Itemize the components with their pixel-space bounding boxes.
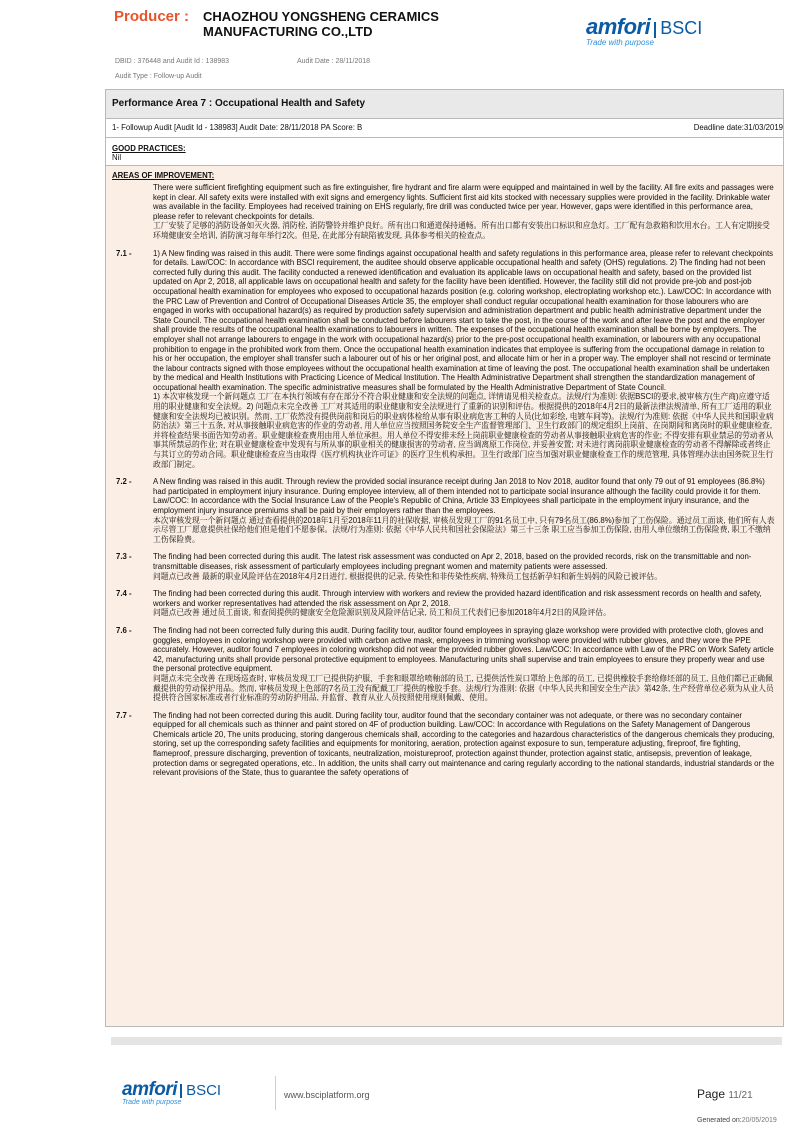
page-indicator (697, 1087, 753, 1101)
areas-of-improvement (106, 166, 783, 1026)
page-number: 11/21 (728, 1090, 753, 1101)
section-title: Performance Area 7 : Occupational Health and Safety (106, 90, 783, 119)
amfori-bsci-logo (586, 14, 702, 47)
finding-en: The finding had not been corrected during this audit. During facility tour, auditor found that the secondary container was not adequate, or there was no secondary container equipped for all chemicals such as thinner and paint stored on 4F of production building. Law/COC: In accordance with Regulations on the Safety Management of Dangerous Chemicals article 20, The units producing, storing dangerous chemicals shall, according to the categories and hazardous characteristics of the dangerous chemicals they producing, storing, set up the corresponding safety facilities and equipments for monitoring, aeration, protection against exposure to sun, temperature adjusting, fireproof, fire fighting, flameproof, pressure discharging, prevention of toxicants, neutralization, moistureproof, protection against thunder, protection against static, antisepsis, prevention of leakage, protection dams or segregated operations, etc.. In addition, the units shall carry out maintenance and caring regularly according to the national standards, industrial standards or the relevant provisions of the State, thus to guarantee the safety operations of (153, 710, 775, 778)
generated-date: 20/05/2019 (741, 1117, 777, 1124)
finding-text (153, 589, 783, 618)
finding-item (112, 589, 783, 618)
footer-logo-separator (180, 1084, 182, 1098)
finding-item (112, 711, 783, 778)
logo-program: BSCI (660, 18, 703, 38)
producer-name: CHAOZHOU YONGSHENG CERAMICS MANUFACTURING CO.,LTD (203, 9, 439, 39)
finding-text (153, 711, 783, 778)
good-practices-text: Nil (112, 153, 122, 162)
finding-zh: 问题点已改善 通过员工面谈, 和查阅提供的健康安全危险源识别及风险评估记录, 员工和员工代表们已参加2018年4月2日的风险评估。 (153, 608, 611, 618)
finding-item (112, 626, 783, 703)
page-label: Page (697, 1087, 726, 1101)
performance-area-section (105, 89, 784, 1027)
logo-separator (654, 22, 656, 38)
audit-summary-line (106, 119, 783, 138)
audit-date: Audit Date : 28/11/2018 (297, 58, 371, 65)
footer-logo-program: BSCI (186, 1082, 222, 1099)
finding-en: The finding had been corrected during this audit. The latest risk assessment was conducted on Apr 2, 2018, based on the provided records, risk on the transmittable and non-transmittable diseases, risk assessment of particularly employees including pregnant women and maternity patients were assessed. (153, 552, 752, 571)
finding-zh: 本次审核发现一个新问题点 通过查看提供的2018年1月至2018年11月的社保收据, 审核员发现工厂的91名员工中, 只有79名员工(86.8%)参加了工伤保险。通过员工面谈, 他们所有人表示尽管工厂愿意提供社保给他们但是他们不愿参保。法规/行为准则: 依据《中华人民共和国社会保险法》第三十三条 职工应当参加工伤保险, 由用人单位缴纳工伤保险费, 职工不缴纳工伤保险费。 (153, 515, 775, 544)
finding-zh: 问题点已改善 最新的职业风险评估在2018年4月2日进行, 根据提供的记录, 传染性和非传染性疾病, 特殊员工包括新孕妇和新生妈妈的风险已被评估。 (153, 571, 662, 581)
finding-zh: 1) 本次审核发现一个新问题点 工厂在本执行领域有存在部分不符合职业健康和安全法规的问题点, 详情请见相关检查点。法规/行为准则: 依据BSCI的要求,被审核方(生产商)应遵守适用的职业健康和安全法规。2) 问题点未完全改善 工厂对其适用的职业健康和安全法规进行了重新的识别和评估。根据提供的2018年4月2日的最新法律法规清单, 所有工厂适用的职业健康和安全法规均已被识别。然而, 工厂依然没有提供岗前和岗后的职业病体检给从事有职业病危害工种的人员(比如彩绘, 电镀车间等)。法规/行为准则: 依据《中华人民共和国职业病防治法》第三十五条, 对从事接触职业病危害的作业的劳动者, 用人单位应当按照国务院安全生产监督管理部门、卫生行政部门的规定组织上岗前、在岗期间和离岗时的职业健康检查, 并将检查结果书面告知劳动者。职业健康检查费用由用人单位承担。用人单位不得安排未经上岗前职业健康检查的劳动者从事接触职业病危害的作业; 不得安排有职业禁忌的劳动者从事其所禁忌的作业; 对在职业健康检查中发现有与所从事的职业相关的健康损害的劳动者, 应当调离原工作岗位, 并妥善安置; 对未进行离岗前职业健康检查的劳动者不得解除或者终止与其订立的劳动合同。职业健康检查应当由取得《医疗机构执业许可证》的医疗卫生机构承担。卫生行政部门应当加强对职业健康检查工作的规范管理, 具体管理办法由国务院卫生行政部门制定。 (153, 392, 774, 469)
audit-summary: 1- Followup Audit [Audit Id - 138983] Audit Date: 28/11/2018 PA Score: B (112, 123, 363, 132)
dbid-line: DBID : 376448 and Audit Id : 138983 (115, 58, 230, 65)
footer-logo-brand: amfori (122, 1079, 178, 1100)
finding-number: 7.2 - (116, 477, 132, 487)
aoi-intro-zh: 工厂安装了足够的消防设备如灭火器, 消防栓, 消防警铃并维护良好。所有出口和通道保持通畅。所有出口都有安装出口标识和应急灯。工厂配有急救箱和饮用水台。工人有定期接受环境健康安全培训, 消防演习每年举行2次。但是, 在此部分有缺陷被发现, 具体参考相关的检查点。 (153, 221, 770, 240)
finding-zh: 问题点未完全改善 在现场巡查时, 审核员发现工厂已提供防护服、手套和眼罩给喷釉部的员工, 已提供活性炭口罩给上色部的员工, 已提供橡胶手套给修坯部的员工, 且他们都已正确佩戴提供的劳动保护用品。然而, 审核员发现上色部的7名员工没有配戴工厂提供的橡胶手套。法规/行为准则: 依据《中华人民共和国安全生产法》第42条, 生产经营单位必须为从业人员提供符合国家标准或者行业标准的劳动防护用品, 并监督、教育从业人员按照使用规则佩戴、使用。 (153, 673, 774, 703)
logo-brand: amfori (586, 14, 651, 39)
finding-item (112, 552, 783, 581)
aoi-title: AREAS OF IMPROVEMENT: (112, 171, 215, 180)
footer-url[interactable]: www.bsciplatform.org (284, 1090, 370, 1100)
good-practices-title: GOOD PRACTICES: (112, 144, 186, 153)
finding-number: 7.3 - (116, 552, 132, 562)
footer-logo-tagline: Trade with purpose (122, 1099, 182, 1106)
finding-en: The finding had not been corrected fully during this audit. During facility tour, auditor found employees in spraying glaze workshop were provided with protective cloth, gloves and goggles, employees in coloring workshop were provided with carbon active mask, employees in trimming workshop were provided with rubber gloves, and they wore the PPE accurately. However, auditor found 7 employees in coloring workshop did not wear the provided rubber gloves. Law/COC: In accordance with Law of the PRC on Work Safety article 42, manufacturing units shall provide personal protective equipment to employees. Manufacturing units shall supervise and train employees to ensure they properly wear and use the personal protective equipment. (153, 625, 774, 674)
finding-number: 7.1 - (116, 248, 132, 258)
audit-type: Audit Type : Follow-up Audit (115, 73, 202, 80)
horizontal-scrollbar[interactable] (111, 1037, 782, 1045)
finding-number: 7.4 - (116, 589, 132, 599)
finding-text (153, 477, 783, 544)
finding-item (112, 477, 783, 544)
finding-text (153, 626, 783, 703)
finding-en: 1) A New finding was raised in this audit. There were some findings against occupational health and safety regulations in this performance area, please refer to relevant checkpoints for details. Law/COC: In accordance with BSCI requirement, the auditee should observe applicable occupational health and safety (OHS) regulations. 2) The finding had not been corrected fully during this audit. The facility conducted a renewed identification and evaluation its applicable laws on occupational health and safety, based on the provided list updated on Apr 2, 2018, all applicable laws on occupational health and safety for the facility have been identified. However, the facility still did not provide pre-job and post-job occupational health examination for employees who exposed to occupational hazards position (e.g. coloring workshop, electroplating workshop etc.). Law/COC: In accordance with the PRC Law of Prevention and Control of Occupational Diseases Article 35, the employer shall conduct regular occupational health examination for those labourers who are engaged in works with occupational hazard(s) as required by production safety supervision and administration department and public health administrative department under the State Council. The occupational health examination shall be conducted before labourers start to take the post, in the course of the work and after leave the post and the employer shall provide the results of the occupational health examinations to labourers in written. The expenses of the occupational health examination shall be borne by employers. The employer shall not arrange labourers to engage in the work with occupational hazard(s) prior to the pre-post occupational health examination, or labourers with any occupational prohibition to engage in the prohibited work from them. Once the occupational health examination indicates that employee is suffering from the occupational damage in relation to his or her occupation, the employer shall transfer such a labourer out of his or her original post, and allocate him or her in a proper way. The employer shall not rescind or terminate the labour contracts signed with those employees without the occupational health examination at time of leaving the post. The occupational health examination shall be undertaken by the medical and Health Institutions with Practicing Licence of Medical Institution. The Health Administrative Department shall strengthen the standardization management of occupational health examination. The specific administrative measures shall be formulated by the Health Administrative Department of State Council. (153, 248, 774, 392)
generated-label: Generated on: (697, 1117, 742, 1124)
producer-label: Producer : (114, 8, 190, 25)
deadline-date: Deadline date:31/03/2019 (693, 123, 783, 132)
page-header (0, 0, 800, 88)
footer-amfori-bsci-logo (122, 1079, 221, 1106)
logo-tagline: Trade with purpose (586, 38, 654, 47)
good-practices-box (106, 138, 783, 166)
generated-on (697, 1117, 777, 1124)
aoi-intro-en: There were sufficient firefighting equipment such as fire extinguisher, fire hydrant and fire alarm were equipped and maintained in well by the facility. All fire exits and passages were kept in clear. All safety exits were installed with exit signs and emergency lights. Sufficient first aid kits stocked with necessary supplies were provided in the facility. Drinkable water was available in the facility. Employees had received training on EHS regularly, fire drill was conducted twice per year. However, gaps were identified in this performance area, please refer to relevant checkpoints for details. (153, 183, 774, 221)
finding-number: 7.7 - (116, 710, 132, 720)
finding-en: A New finding was raised in this audit. Through review the provided social insurance receipt during Jan 2018 to Nov 2018, auditor found that only 79 out of 91 employees (86.8%) had participated in employment injury insurance. During employee interview, all of them intended not to participate social insurance although the facility could provide it for them. Law/COC: In accordance with the Social Insurance Law of the People's Republic of China, Article 33 Employees shall participate in the employment injury insurance, and the employment injury insurance premiums shall be paid by their employers rather than the employees. (153, 477, 765, 515)
footer-divider (275, 1076, 276, 1110)
aoi-intro (153, 183, 783, 241)
finding-item (112, 249, 783, 470)
finding-text (153, 552, 783, 581)
finding-number: 7.6 - (116, 625, 132, 635)
finding-en: The finding had been corrected during this audit. Through interview with workers and review the provided hazard identification and risk assessment records on health and safety, workers and worker representatives had attended the risk assessment on Apr 2, 2018. (153, 589, 762, 608)
finding-text (153, 249, 783, 470)
